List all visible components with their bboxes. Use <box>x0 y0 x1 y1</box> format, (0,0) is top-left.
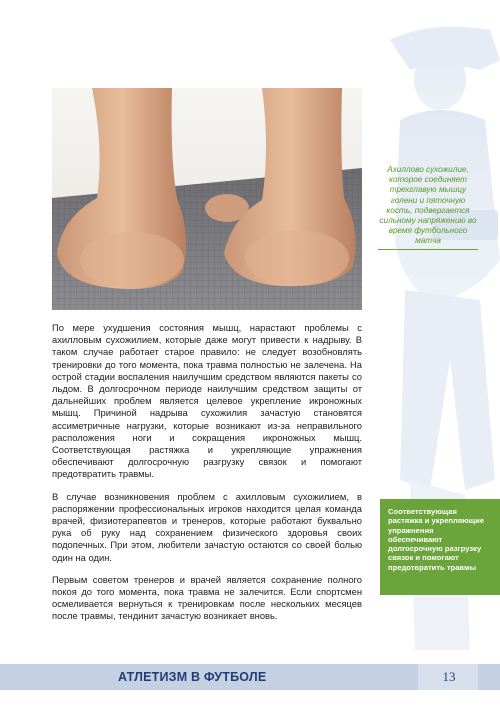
body-paragraph-2: В случае возникновения проблем с ахилловым сухожилием, в распоряжении профессиональных игроков находится целая команда врачей, физиотерапевтов и тренеров, которые работают буквально рука об руку над сохранением физического здоровья своих подопечных. При этом, любители зачастую остаются со своей болью один на один. <box>52 490 362 563</box>
running-title: АТЛЕТИЗМ В ФУТБОЛЕ <box>118 670 267 684</box>
article-body <box>52 322 362 633</box>
body-paragraph-3: Первым советом тренеров и врачей является сохранение полного покоя до того момента, пока травма не залечится. Если спортсмен осмеливается вернуться к тренировкам после нескольких месяцев после травмы, тендинит зачастую возникает вновь. <box>52 573 362 622</box>
body-paragraph-1: По мере ухудшения состояния мышц, нарастают проблемы с ахилловым сухожилием, которые даже могут привести к надрыву. В таком случае работает старое правило: не следует возобновлять тренировки до того момента, пока травма полностью не залечена. На острой стадии воспаления наилучшим средством являются пакеты со льдом. В долгосрочном периоде наилучшим средством защиты от дальнейших проблем является целевое укрепление икроножных мышц. Причиной надрыва сухожилия зачастую становятся ассиметричные нагрузки, которые возникают из-за неправильного расположения ноги и сокращения икроножных мышц. Соответствующая растяжка и укрепляющие упражнения обеспечивают долгосрочную разгрузку связок и помогают предотвратить травмы. <box>52 322 362 480</box>
pull-quote-box <box>380 499 500 595</box>
achilles-heel-photo <box>52 88 362 310</box>
page-number: 13 <box>442 669 456 684</box>
photo-caption: Ахиллово сухожилие, которое соединяет трехглавую мышцу голени и пяточную кость, подвергается сильному напряжению во время футбольного матча <box>378 165 478 250</box>
pull-quote-text: Соответствующая растяжка и укрепляющие упражнения обеспечивают долгосрочную разгрузку связок и помогают предотвратить травмы <box>388 507 485 572</box>
